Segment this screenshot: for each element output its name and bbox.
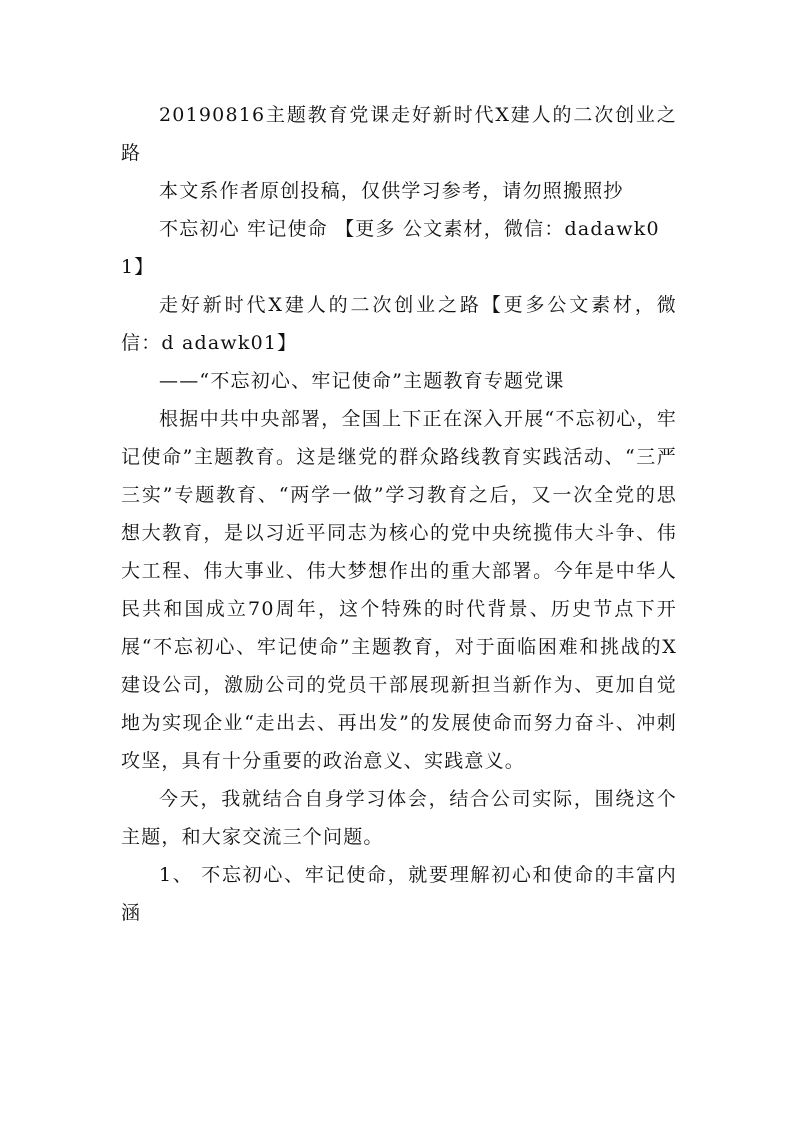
section-heading: 1、 不忘初心、牢记使命，就要理解初心和使命的丰富内涵 [121,864,677,924]
body-paragraph: 今天，我就结合自身学习体会，结合公司实际，围绕这个主题，和大家交流三个问题。 [121,788,677,848]
document-body [121,96,677,932]
document-title: 20190816主题教育党课走好新时代X建人的二次创业之路 [121,104,677,164]
lecture-subtitle: ——“不忘初心、牢记使命”主题教育专题党课 [159,370,565,392]
slogan-line: 不忘初心 牢记使命 【更多 公文素材，微信：dadawk01】 [121,218,660,278]
lecture-title: 走好新时代X建人的二次创业之路【更多公文素材，微信：d adawk01】 [121,294,677,354]
body-paragraph: 根据中共中央部署，全国上下正在深入开展“不忘初心，牢记使命”主题教育。这是继党的群众路线教育实践活动、“三严三实”专题教育、“两学一做”学习教育之后，又一次全党的思想大教育，是以习近平同志为核心的党中央统揽伟大斗争、伟大工程、伟大事业、伟大梦想作出的重大部署。今年是中华人民共和国成立70周年，这个特殊的时代背景、历史节点下开展“不忘初心、牢记使命”主题教育，对于面临困难和挑战的X建设公司，激励公司的党员干部展现新担当新作为、更加自觉地为实现企业“走出去、再出发”的发展使命而努力奋斗、冲刺攻坚，具有十分重要的政治意义、实践意义。 [121,408,677,772]
copyright-notice: 本文系作者原创投稿，仅供学习参考，请勿照搬照抄 [159,180,624,202]
